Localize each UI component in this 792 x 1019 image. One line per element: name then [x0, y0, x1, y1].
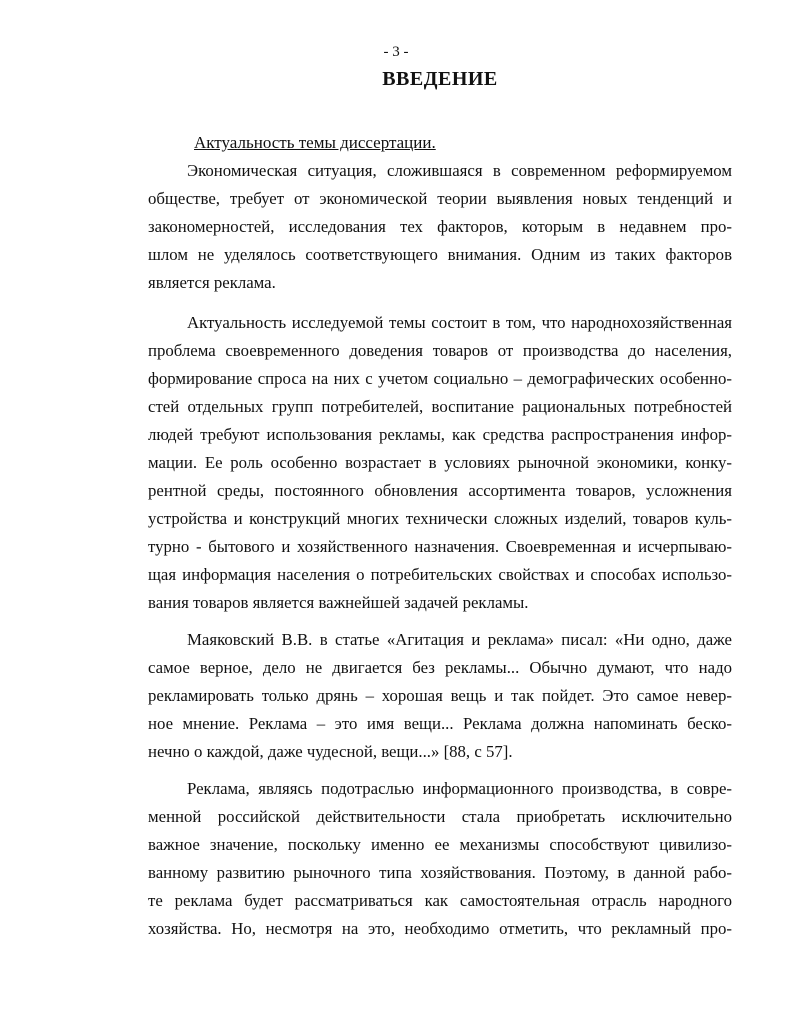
text-line: турно - бытового и хозяйственного назначения. Своевременная и исчерпываю- [148, 537, 732, 556]
text-line: Маяковский В.В. в статье «Агитация и реклама» писал: «Ни одно, даже [187, 630, 732, 649]
text-line: является реклама. [148, 273, 276, 292]
text-line: ное мнение. Реклама – это имя вещи... Реклама должна напоминать беско- [148, 714, 732, 733]
text-line: те реклама будет рассматриваться как самостоятельная отрасль народного [148, 891, 732, 910]
text-line: Актуальность исследуемой темы состоит в том, что народнохозяйственная [187, 313, 732, 332]
text-line: формирование спроса на них с учетом социально – демографических особенно- [148, 369, 732, 388]
text-line: нечно о каждой, даже чудесной, вещи...» [88, с 57]. [148, 742, 513, 761]
text-line: устройства и конструкций многих технически сложных изделий, товаров куль- [148, 509, 732, 528]
text-line: менной российской действительности стала приобретать исключительно [148, 807, 732, 826]
text-line: Реклама, являясь подотраслью информационного производства, в совре- [187, 779, 732, 798]
page-number: - 3 - [383, 44, 409, 60]
text-line: закономерностей, исследования тех факторов, которым в недавнем про- [148, 217, 732, 236]
text-line: людей требуют использования рекламы, как средства распространения инфор- [148, 425, 732, 444]
section-heading: Актуальность темы диссертации. [194, 133, 436, 152]
text-line: рентной среды, постоянного обновления ассортимента товаров, усложнения [148, 481, 732, 500]
text-line: ванному развитию рыночного типа хозяйствования. Поэтому, в данной рабо- [148, 863, 732, 882]
text-line: проблема своевременного доведения товаров от производства до населения, [148, 341, 732, 360]
text-line: важное значение, поскольку именно ее механизмы способствуют цивилизо- [148, 835, 732, 854]
text-line: обществе, требует от экономической теории выявления новых тенденций и [148, 189, 732, 208]
text-line: хозяйства. Но, несмотря на это, необходимо отметить, что рекламный про- [148, 919, 732, 938]
text-line: шлом не уделялось соответствующего внимания. Одним из таких факторов [148, 245, 732, 264]
page-title: ВВЕДЕНИЕ [382, 68, 498, 90]
text-line: Экономическая ситуация, сложившаяся в современном реформируемом [187, 161, 732, 180]
text-line: самое верное, дело не двигается без рекламы... Обычно думают, что надо [148, 658, 732, 677]
text-line: щая информация населения о потребительских свойствах и способах использо- [148, 565, 732, 584]
text-line: рекламировать только дрянь – хорошая вещь и так пойдет. Это самое невер- [148, 686, 732, 705]
text-line: вания товаров является важнейшей задачей рекламы. [148, 593, 529, 612]
text-line: стей отдельных групп потребителей, воспитание рациональных потребностей [148, 397, 732, 416]
text-line: мации. Ее роль особенно возрастает в условиях рыночной экономики, конку- [148, 453, 732, 472]
